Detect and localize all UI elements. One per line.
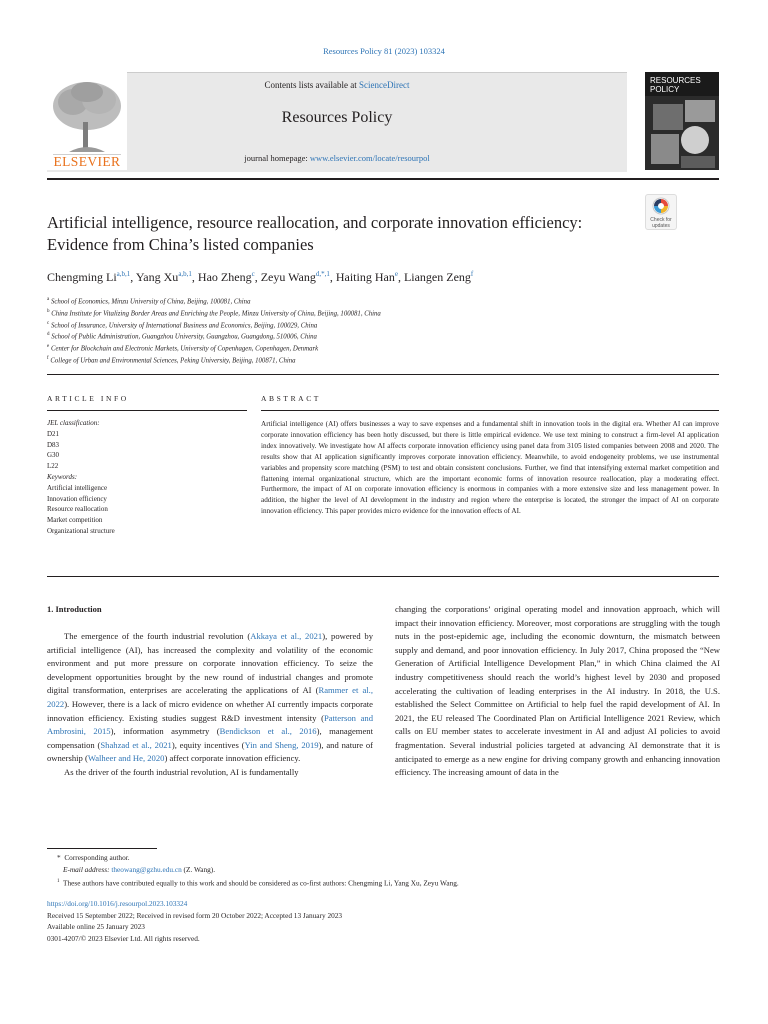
email-link[interactable]: theowang@gzhu.edu.cn [111, 865, 182, 875]
intro-text: ). However, there is a lack of micro evidence on whether AI currently impacts corporate innovation efficiency. Existing studies suggest R&D investment intensity ( [47, 698, 373, 723]
abstract-text: Artificial intelligence (AI) offers businesses a way to save expenses and a fundamental shift in innovation tools in the digital era. Whether AI can improve corporate innovation efficiency has been hotly discussed, but there is little empirical evidence. We use text mining to construct a firm-level AI application index innovatively. We investigate how AI affects corporate innovation efficiency using panel data from 3105 listed companies between 2008 and 2020. The results show that AI application significantly improves corporate innovation efficiency. Meanwhile, to avoid endogeneity problems, we use instrumental variables and propensity score matching (PSM) to test and obtain consistent conclusions. Further, we find that intensifying external market competition and flattening internal organizational structure, which are the important economic forms of innovation resource reallocation, play a moderating effect. Furthermore, the impact of AI on corporate innovation efficiency is enormous in companies with a more extensive size and less management power. In addition, the higher the level of AI development in the industry and region where the enterprise is located, the stronger the impact of AI on corporate innovation efficiency. This paper provides micro evidence for the innovation effects of AI. [261, 420, 719, 516]
author-affiliation-marks[interactable]: a,b,1 [178, 270, 192, 278]
article-info-rule [47, 410, 247, 411]
affiliation-key: a [47, 297, 50, 302]
intro-text: As the driver of the fourth industrial revolution, AI is fundamentally [64, 766, 299, 777]
email-label: E-mail address: [63, 865, 110, 875]
keyword: Organizational structure [47, 526, 115, 535]
section-rule [47, 374, 719, 375]
contents-prefix: Contents lists available at [264, 80, 357, 90]
citation-link[interactable]: Yin and Sheng, 2019 [244, 739, 319, 750]
citation-link[interactable]: Shahzad et al., 2021 [100, 739, 172, 750]
author-name[interactable]: Liangen Zeng [403, 270, 471, 284]
citation-link[interactable]: Walheer and He, 2020 [87, 753, 165, 764]
keyword-list [47, 483, 247, 537]
affiliation-key: b [47, 308, 50, 314]
equal-contribution-note [47, 876, 719, 890]
author-affiliation-marks[interactable]: f [470, 270, 474, 278]
homepage-line [47, 153, 627, 163]
author-name[interactable]: Zeyu Wang [260, 270, 316, 284]
jel-code: L22 [47, 462, 59, 471]
email-suffix: (Z. Wang). [183, 865, 216, 875]
jel-code-list [47, 429, 247, 472]
received-dates: Received 15 September 2022; Received in revised form 20 October 2022; Accepted 13 January 2023 [47, 910, 343, 920]
intro-paragraph [47, 766, 373, 780]
author-affiliation-marks[interactable]: d,*,1 [315, 270, 330, 278]
author-name[interactable]: Chengming Li [47, 270, 117, 284]
author-affiliation-marks[interactable]: a,b,1 [116, 270, 131, 278]
intro-text: ), information asymmetry ( [110, 726, 220, 737]
author-affiliation-marks[interactable]: e [394, 270, 398, 278]
author[interactable] [47, 270, 130, 284]
author-name[interactable]: Haiting Han [335, 270, 395, 284]
cover-title-line1: RESOURCES [650, 76, 701, 85]
journal-reference[interactable]: Resources Policy 81 (2023) 103324 [323, 46, 445, 56]
cover-photo-collage [645, 96, 719, 170]
contents-line [47, 80, 627, 90]
author[interactable] [336, 270, 398, 284]
equal-contribution-text: These authors have contributed equally to this work and should be considered as co-first authors: Chengming Li, Yang Xu, Zeyu Wang. [63, 878, 459, 888]
author-name[interactable]: Hao Zheng [197, 270, 252, 284]
jel-label: JEL classification: [47, 419, 100, 427]
corresponding-mark: * [57, 853, 61, 862]
citation-link[interactable]: Bendickson et al., 2016 [219, 726, 317, 737]
check-for-updates-badge[interactable] [645, 194, 677, 230]
author[interactable] [404, 270, 473, 284]
affiliation-text: Center for Blockchain and Electronic Markets, University of Copenhagen, Copenhagen, Denmark [50, 345, 319, 353]
keyword: Artificial intelligence [47, 483, 108, 492]
crossmark-icon [652, 197, 670, 215]
journal-name: Resources Policy [281, 109, 393, 126]
copyright: 0301-4207/© 2023 Elsevier Ltd. All rights reserved. [47, 933, 200, 943]
author[interactable] [198, 270, 255, 284]
author[interactable] [136, 270, 192, 284]
equal-mark: 1 [57, 879, 60, 885]
intro-text: ), equity incentives ( [171, 739, 245, 750]
intro-text: ), management compensation ( [47, 726, 373, 750]
affiliation-item [47, 295, 707, 307]
introduction-right-column: changing the corporations’ original operating model and innovation approach, which will impact their innovation efficiency. Moreover, most corporations are struggling with the tough nuts in the post-epidemic age, including the economic downturn, the mismatch between supply and demand, and poor innovation efficiency. In July 2017, China proposed the “New Generation of Artificial Intelligence Development Plan,” in which China claimed the AI industry competitiveness should reach the world’s highest level by 2030 and proposed accelerating the cultivation of leading enterprises in the AI industry. In 2018, the U.S. established the Select Committee on Artificial to help fuel the rapid development of AI. In 2021, the EU released The Coordinated Plan on Artificial Intelligence 2021 Review, which calls on EU member states to accelerate investment in AI and adjust AI policies to avoid fragmentation. Several industrial policies targeted at advancing AI demonstrate that it is anticipated to emerge as a new engine for driving company growth and enhancing innovation efficiency. The increasing amount of data in the [395, 604, 720, 778]
email-note [47, 864, 719, 876]
available-online: Available online 25 January 2023 [47, 922, 145, 932]
footnote-rule [47, 848, 157, 849]
citation-link[interactable]: Akkaya et al., 2021 [250, 631, 323, 641]
keyword: Resource reallocation [47, 505, 108, 514]
affiliation-text: College of Urban and Environmental Sciences, Peking University, Beijing, 100871, China [50, 357, 296, 365]
affiliation-text: School of Economics, Minzu University of China, Beijing, 100081, China [50, 298, 251, 306]
intro-paragraph [47, 630, 373, 766]
keyword: Innovation efficiency [47, 494, 107, 503]
homepage-prefix: journal homepage: [244, 153, 308, 163]
affiliation-item [47, 342, 707, 354]
cover-title-line2: POLICY [650, 85, 680, 94]
header-rule [47, 178, 719, 180]
affiliation-key: d [47, 332, 50, 338]
crossmark-label-1: Check for [650, 217, 672, 223]
citation-link[interactable]: Rammer et al., 2022 [47, 685, 373, 709]
journal-cover-thumbnail[interactable] [645, 72, 719, 170]
affiliation-key: e [47, 344, 50, 350]
affiliation-key: f [47, 355, 49, 361]
sciencedirect-link[interactable]: ScienceDirect [359, 80, 410, 90]
author-list: Chengming Li$^{a,b,1}$, Yang Xu$^{a,b,1}$, Hao Zheng$^c$, Zeyu Wang$^{d,*,1}$, Haiting Han$^e$, Liangen Zeng$^f$ [47, 270, 474, 284]
author-affiliation-marks[interactable]: c [251, 270, 255, 278]
abstract-rule [261, 410, 719, 411]
keyword: Market competition [47, 516, 103, 525]
affiliation-item [47, 307, 707, 319]
affiliation-item [47, 319, 707, 331]
affiliation-text: School of Insurance, University of International Business and Economics, Beijing, 100029, China [50, 321, 318, 329]
jel-code: G30 [47, 451, 60, 460]
journal-banner [47, 72, 627, 172]
publication-info [47, 898, 719, 944]
jel-code: D83 [47, 440, 60, 449]
author-name[interactable]: Yang Xu [135, 270, 179, 284]
corresponding-text: Corresponding author. [64, 853, 130, 862]
article-info-panel [47, 418, 247, 537]
footnotes [47, 852, 719, 890]
abstract-heading: ABSTRACT [261, 394, 321, 403]
cover-title [650, 76, 701, 94]
author[interactable] [261, 270, 330, 284]
affiliation-item [47, 330, 707, 342]
article-info-heading: ARTICLE INFO [47, 394, 129, 403]
affiliation-item [47, 354, 707, 366]
keywords-label: Keywords: [47, 472, 78, 481]
introduction-left-column [47, 630, 373, 780]
crossmark-label-2: updates [652, 223, 670, 229]
abstract-end-rule [47, 576, 719, 577]
intro-text: The emergence of the fourth industrial revolution ( [64, 631, 251, 641]
jel-code: D21 [47, 429, 60, 438]
affiliation-text: China Institute for Vitalizing Border Areas and Enriching the People, Minzu University of China, Beijing, 100081, China [51, 310, 381, 318]
citation-link[interactable]: Patterson and Ambrosini, 2015 [47, 712, 373, 737]
elsevier-logo[interactable] [47, 72, 127, 170]
intro-text: ), and nature of ownership ( [47, 739, 374, 764]
intro-text: ) affect corporate innovation efficiency. [164, 753, 301, 764]
corresponding-note [47, 852, 719, 864]
affiliations [47, 295, 707, 366]
introduction-heading: 1. Introduction [47, 604, 102, 614]
affiliation-text: School of Public Administration, Guangzhou University, Guangzhou, Guangdong, 510006, China [51, 333, 317, 341]
article-title: Artificial intelligence, resource reallocation, and corporate innovation efficiency: Evidence from China’s listed companies [47, 213, 583, 254]
affiliation-key: c [47, 320, 50, 326]
homepage-link[interactable]: www.elsevier.com/locate/resourpol [309, 153, 430, 163]
intro-text: ), powered by artificial intelligence (AI), has increased the complexity and volatility of the economic environment and put more pressure on corporate innovation efficiency. To seize the development opportunities brought by the new round of industrial changes and promote digital transformation, enterprises are accelerating the applications of AI ( [47, 631, 374, 696]
elsevier-wordmark: ELSEVIER [53, 154, 121, 169]
doi-link[interactable]: https://doi.org/10.1016/j.resourpol.2023.103324 [47, 899, 188, 908]
